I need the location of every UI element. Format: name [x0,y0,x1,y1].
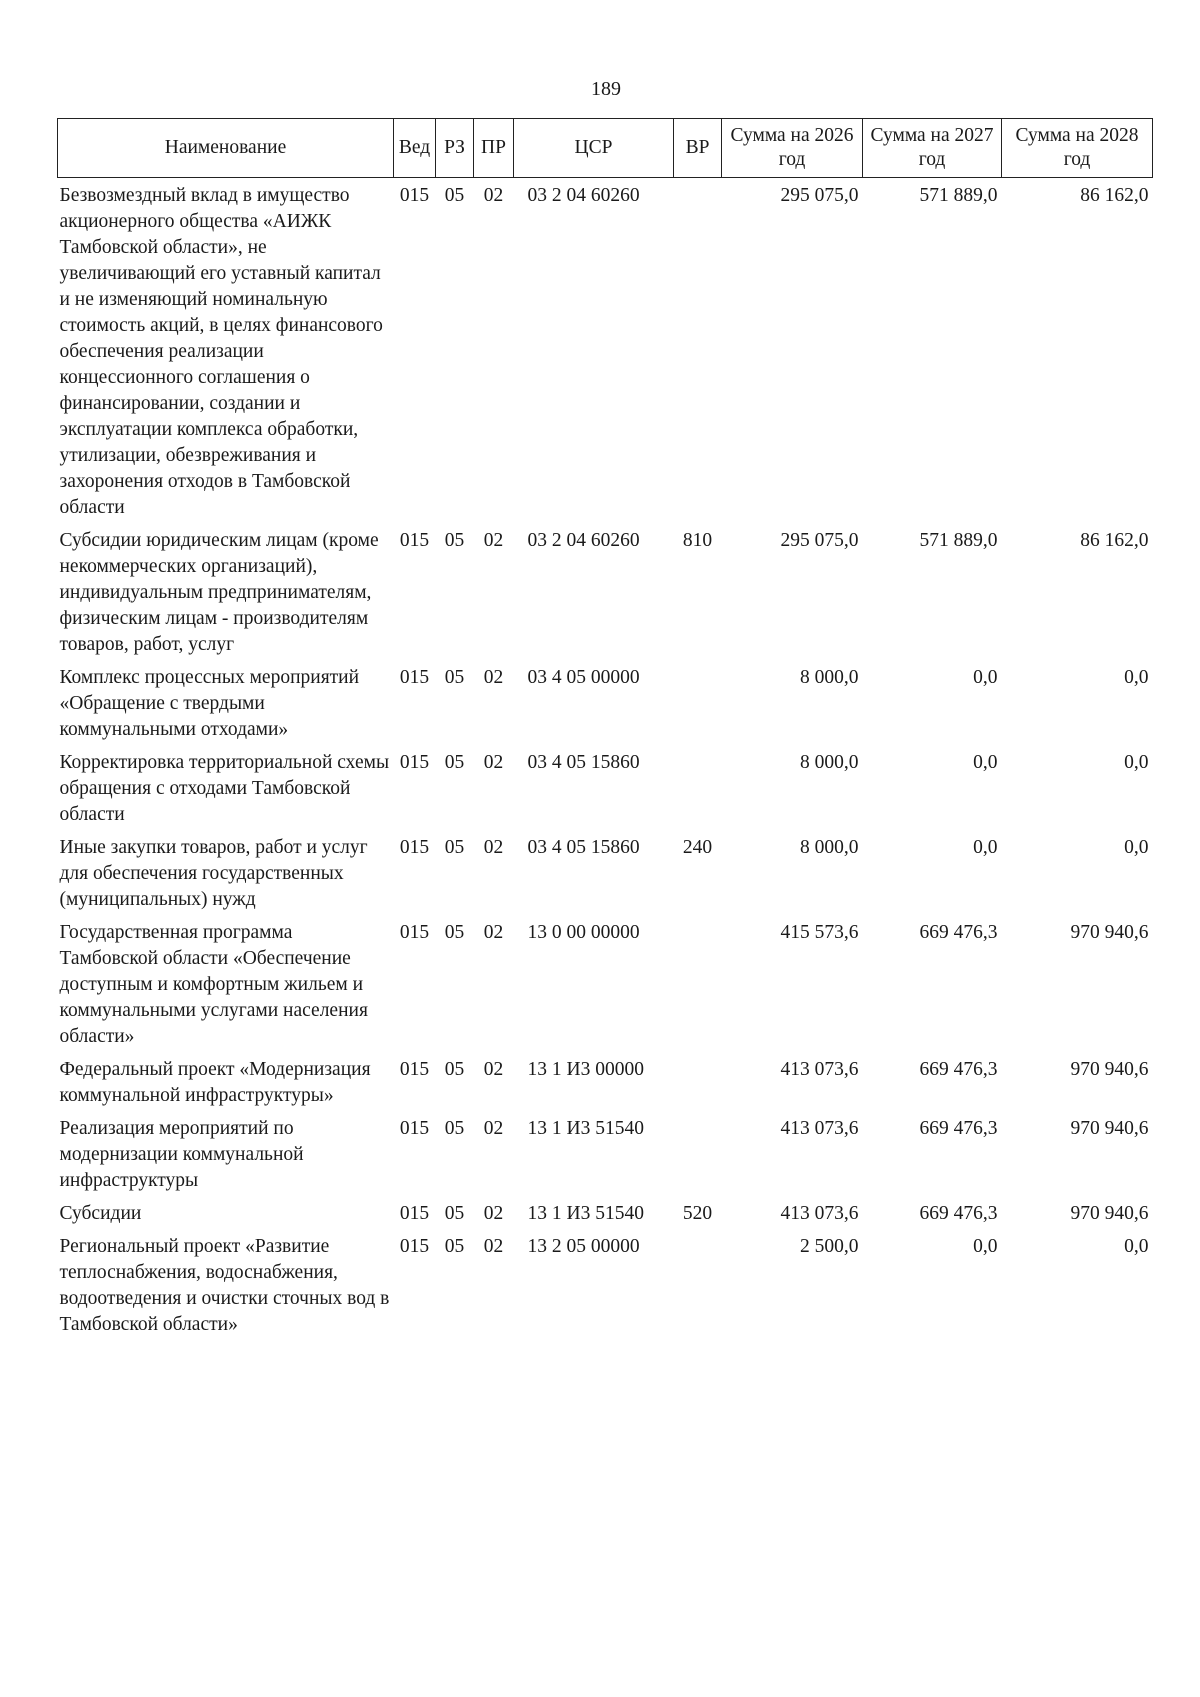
row-sum-2026: 8 000,0 [800,837,859,858]
row-sum-2026: 2 500,0 [800,1236,859,1257]
row-sum-2028: 970 940,6 [1070,1059,1149,1080]
header-pr: ПР [474,119,514,178]
row-rz: 05 [444,530,465,551]
row-ved: 015 [399,185,430,206]
row-vr: 240 [682,837,713,858]
row-pr: 02 [483,1118,504,1139]
row-ved: 015 [399,1118,430,1139]
row-sum-2028: 970 940,6 [1070,922,1149,943]
row-sum-2026: 413 073,6 [780,1059,859,1080]
row-rz: 05 [444,752,465,773]
row-sum-2027: 571 889,0 [919,185,998,206]
row-ved: 015 [399,1236,430,1257]
row-csr: 13 0 00 00000 [527,922,640,943]
row-pr: 02 [483,922,504,943]
row-vr [674,745,722,830]
row-name: Федеральный проект «Модернизация коммунальной инфраструктуры» [59,1059,371,1106]
header-name: Наименование [58,119,394,178]
row-pr: 02 [483,837,504,858]
row-sum-2026: 415 573,6 [780,922,859,943]
row-vr: 520 [682,1203,713,1224]
row-name: Субсидии [59,1203,142,1224]
row-sum-2027: 0,0 [973,752,998,773]
header-rz: РЗ [436,119,474,178]
row-sum-2028: 970 940,6 [1070,1203,1149,1224]
row-rz: 05 [444,667,465,688]
row-ved: 015 [399,667,430,688]
row-name: Государственная программа Тамбовской области «Обеспечение доступным и комфортным жильем и коммунальными услугами населения области» [59,922,368,1047]
row-vr [674,178,722,524]
row-csr: 03 4 05 15860 [527,837,640,858]
row-vr [674,1229,722,1340]
row-sum-2028: 0,0 [1124,752,1149,773]
table-row [58,915,1153,1052]
row-pr: 02 [483,1059,504,1080]
row-csr: 03 2 04 60260 [527,530,640,551]
row-sum-2026: 8 000,0 [800,667,859,688]
row-name: Субсидии юридическим лицам (кроме некоммерческих организаций), индивидуальным предпринимателям, физическим лицам - производителям товаров, работ, услуг [59,530,379,655]
row-sum-2028: 970 940,6 [1070,1118,1149,1139]
row-pr: 02 [483,752,504,773]
row-name: Региональный проект «Развитие теплоснабжения, водоснабжения, водоотведения и очистки сточных вод в Тамбовской области» [59,1236,390,1335]
row-sum-2028: 0,0 [1124,667,1149,688]
table-row [58,178,1153,524]
row-vr [674,1111,722,1196]
row-ved: 015 [399,922,430,943]
row-ved: 015 [399,530,430,551]
row-csr: 13 1 И3 00000 [527,1059,644,1080]
row-name: Иные закупки товаров, работ и услуг для обеспечения государственных (муниципальных) нужд [59,837,368,910]
row-sum-2028: 0,0 [1124,837,1149,858]
row-csr: 03 2 04 60260 [527,185,640,206]
row-sum-2027: 0,0 [973,667,998,688]
row-csr: 13 1 И3 51540 [527,1118,644,1139]
header-vr: ВР [674,119,722,178]
row-rz: 05 [444,922,465,943]
row-sum-2026: 8 000,0 [800,752,859,773]
row-csr: 13 2 05 00000 [527,1236,640,1257]
row-rz: 05 [444,1203,465,1224]
row-csr: 03 4 05 00000 [527,667,640,688]
header-csr: ЦСР [514,119,674,178]
header-row [58,119,1153,178]
row-sum-2027: 0,0 [973,1236,998,1257]
table-row [58,1111,1153,1196]
row-sum-2027: 571 889,0 [919,530,998,551]
header-sum-2028: Сумма на 2028 год [1002,119,1153,178]
row-ved: 015 [399,1059,430,1080]
row-rz: 05 [444,1118,465,1139]
row-rz: 05 [444,1236,465,1257]
row-sum-2027: 669 476,3 [919,1118,998,1139]
row-name: Комплекс процессных мероприятий «Обращение с твердыми коммунальными отходами» [59,667,360,740]
row-csr: 13 1 И3 51540 [527,1203,644,1224]
row-sum-2028: 0,0 [1124,1236,1149,1257]
row-sum-2026: 295 075,0 [780,530,859,551]
row-vr [674,660,722,745]
table-row [58,1052,1153,1111]
row-sum-2027: 669 476,3 [919,922,998,943]
row-ved: 015 [399,837,430,858]
row-pr: 02 [483,667,504,688]
row-csr: 03 4 05 15860 [527,752,640,773]
row-rz: 05 [444,185,465,206]
row-sum-2026: 413 073,6 [780,1203,859,1224]
row-vr [674,915,722,1052]
row-pr: 02 [483,185,504,206]
row-name: Корректировка территориальной схемы обращения с отходами Тамбовской области [59,752,390,825]
row-ved: 015 [399,752,430,773]
row-sum-2028: 86 162,0 [1080,185,1149,206]
header-sum-2027: Сумма на 2027 год [863,119,1002,178]
table-row [58,660,1153,745]
row-vr [674,1052,722,1111]
row-sum-2027: 0,0 [973,837,998,858]
header-sum-2026: Сумма на 2026 год [722,119,863,178]
row-sum-2027: 669 476,3 [919,1059,998,1080]
table-body [58,178,1153,1341]
table-header [58,119,1153,178]
table-row [58,745,1153,830]
row-vr: 810 [682,530,713,551]
row-rz: 05 [444,1059,465,1080]
row-sum-2026: 295 075,0 [780,185,859,206]
page-number: 189 [591,78,621,100]
row-name: Безвозмездный вклад в имущество акционерного общества «АИЖК Тамбовской области», не увеличивающий его уставный капитал и не изменяющий номинальную стоимость акций, в целях финансового обеспечения реализации концессионного соглашения о финансировании, создании и эксплуатации комплекса обработки, утилизации, обезвреживания и захоронения отходов в Тамбовской области [59,185,383,518]
table-row [58,1196,1153,1229]
header-ved: Вед [394,119,436,178]
row-pr: 02 [483,1236,504,1257]
row-pr: 02 [483,530,504,551]
row-sum-2028: 86 162,0 [1080,530,1149,551]
table-row [58,1229,1153,1340]
row-rz: 05 [444,837,465,858]
row-sum-2027: 669 476,3 [919,1203,998,1224]
row-ved: 015 [399,1203,430,1224]
row-sum-2026: 413 073,6 [780,1118,859,1139]
row-pr: 02 [483,1203,504,1224]
budget-table [57,118,1153,1340]
row-name: Реализация мероприятий по модернизации коммунальной инфраструктуры [59,1118,304,1191]
table-row [58,830,1153,915]
table-row [58,523,1153,660]
